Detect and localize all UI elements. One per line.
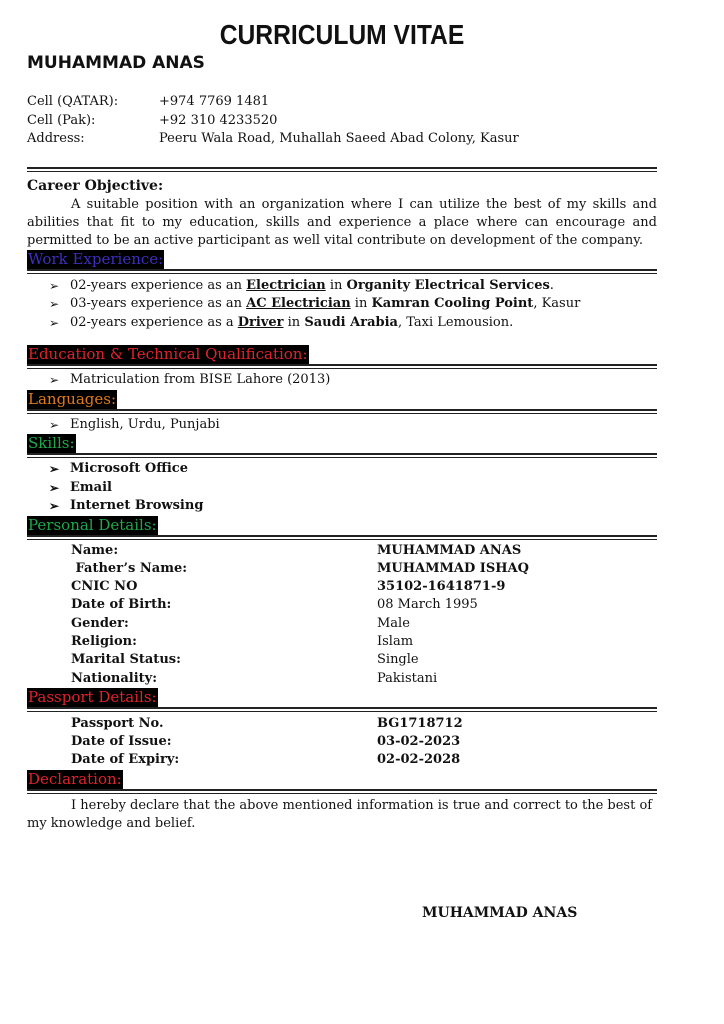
education-heading: Education & Technical Qualification: [28, 345, 308, 363]
passport-details-table [27, 715, 657, 770]
career-objective-text [27, 196, 657, 250]
work-text: 02-years experience as an [70, 277, 247, 293]
skill-item: Microsoft Office [70, 461, 188, 476]
arrow-bullet-icon: ➢ [49, 373, 60, 387]
declaration-heading: Declaration: [28, 769, 122, 788]
detail-label: Passport No. [71, 715, 164, 731]
list-item [49, 314, 657, 333]
arrow-bullet-icon: ➢ [49, 480, 60, 495]
detail-label: Date of Expiry: [71, 752, 180, 768]
detail-label: Religion: [71, 633, 137, 649]
contact-value: +974 7769 1481 [159, 94, 270, 109]
detail-row [71, 633, 657, 651]
detail-row [71, 596, 657, 614]
detail-label: Father’s Name: [71, 560, 188, 576]
list-item [49, 295, 657, 314]
arrow-bullet-icon: ➢ [49, 278, 60, 293]
contact-row [27, 112, 657, 131]
section-divider [27, 707, 657, 712]
detail-label: Name: [71, 542, 119, 558]
career-objective-body: A suitable position with an organization where I can utilize the best of my skills and abilities that fit to my education, skills and experience a place where can encourage and permitted to be an active participant as well vital contribute on development of the company. [27, 196, 657, 248]
list-item [49, 371, 657, 390]
languages-heading: Languages: [28, 389, 117, 408]
contact-row [27, 93, 657, 112]
contact-label: Address: [27, 131, 85, 146]
detail-value: MUHAMMAD ANAS [377, 542, 522, 558]
document-title: CURRICULUM VITAE [219, 19, 465, 50]
detail-row [71, 578, 657, 596]
section-divider [27, 789, 657, 794]
detail-value: 08 March 1995 [377, 597, 478, 613]
language-item: English, Urdu, Punjabi [70, 416, 220, 432]
work-text: , Taxi Lemousion. [397, 314, 514, 330]
skills-heading: Skills: [28, 434, 75, 452]
detail-row [71, 670, 657, 688]
detail-row [71, 560, 657, 578]
detail-row [71, 715, 657, 733]
signature-name: MUHAMMAD ANAS [422, 905, 578, 921]
list-item [49, 460, 657, 479]
detail-label: Date of Issue: [71, 734, 172, 750]
work-organization: Saudi Arabia [304, 314, 398, 330]
section-divider [27, 453, 657, 458]
work-role: Electrician [246, 277, 326, 293]
arrow-bullet-icon: ➢ [49, 417, 60, 432]
work-role: Driver [237, 314, 284, 330]
contact-label: Cell (QATAR): [27, 94, 119, 109]
work-text: . [549, 277, 554, 293]
arrow-bullet-icon: ➢ [49, 297, 60, 311]
contact-block [27, 93, 657, 149]
section-divider [27, 167, 657, 172]
detail-value: MUHAMMAD ISHAQ [377, 560, 529, 576]
education-list [27, 371, 657, 390]
detail-label: Date of Birth: [71, 597, 172, 613]
detail-label: CNIC NO [71, 579, 138, 595]
declaration-body: I hereby declare that the above mentioned information is true and correct to the best of my knowledge and belief. [27, 797, 653, 831]
detail-row [71, 751, 657, 769]
languages-list [27, 416, 657, 435]
contact-value: +92 310 4233520 [159, 112, 278, 128]
arrow-bullet-icon: ➢ [49, 499, 60, 513]
detail-value: Pakistani [377, 670, 438, 686]
detail-value: 02-02-2028 [377, 752, 461, 768]
work-text: , Kasur [533, 296, 581, 311]
list-item [49, 497, 657, 516]
contact-value: Peeru Wala Road, Muhallah Saeed Abad Colony, Kasur [159, 131, 519, 146]
detail-value: Islam [377, 633, 414, 649]
detail-value: Single [377, 652, 419, 668]
detail-value: BG1718712 [377, 715, 463, 731]
cv-page [27, 18, 657, 833]
work-text: in [350, 296, 372, 311]
list-item [49, 479, 657, 498]
skill-item: Internet Browsing [70, 498, 204, 513]
work-text: 02-years experience as a [70, 314, 238, 330]
career-objective-heading: Career Objective: [27, 177, 164, 194]
section-divider [27, 269, 657, 274]
detail-value: Male [377, 615, 410, 631]
detail-value: 35102-1641871-9 [377, 579, 506, 595]
passport-details-heading: Passport Details: [28, 687, 157, 706]
personal-details-table [27, 542, 657, 688]
personal-details-heading: Personal Details: [28, 515, 157, 534]
detail-row [71, 615, 657, 633]
work-text: in [325, 277, 347, 293]
candidate-name: MUHAMMAD ANAS [27, 53, 205, 73]
skill-item: Email [70, 479, 112, 495]
detail-label: Nationality: [71, 670, 158, 686]
list-item [49, 277, 657, 296]
work-organization: Kamran Cooling Point [371, 296, 534, 311]
work-organization: Organity Electrical Services [346, 277, 550, 293]
work-text: in [283, 314, 305, 330]
list-item [49, 416, 657, 435]
detail-row [71, 651, 657, 669]
contact-row [27, 130, 657, 149]
work-experience-heading: Work Experience: [28, 249, 164, 268]
arrow-bullet-icon: ➢ [49, 315, 60, 330]
detail-row [71, 733, 657, 751]
work-role: AC Electrician [246, 296, 351, 311]
detail-label: Marital Status: [71, 652, 181, 668]
education-item: Matriculation from BISE Lahore (2013) [70, 372, 331, 387]
detail-label: Gender: [71, 615, 129, 631]
section-divider [27, 364, 657, 369]
work-experience-list [27, 277, 657, 333]
contact-label: Cell (Pak): [27, 112, 96, 128]
section-divider [27, 535, 657, 540]
detail-row [71, 542, 657, 560]
declaration-text [27, 797, 657, 833]
work-text: 03-years experience as an [70, 296, 247, 311]
section-divider [27, 409, 657, 414]
detail-value: 03-02-2023 [377, 734, 461, 750]
arrow-bullet-icon: ➢ [49, 462, 60, 476]
skills-list [27, 460, 657, 516]
